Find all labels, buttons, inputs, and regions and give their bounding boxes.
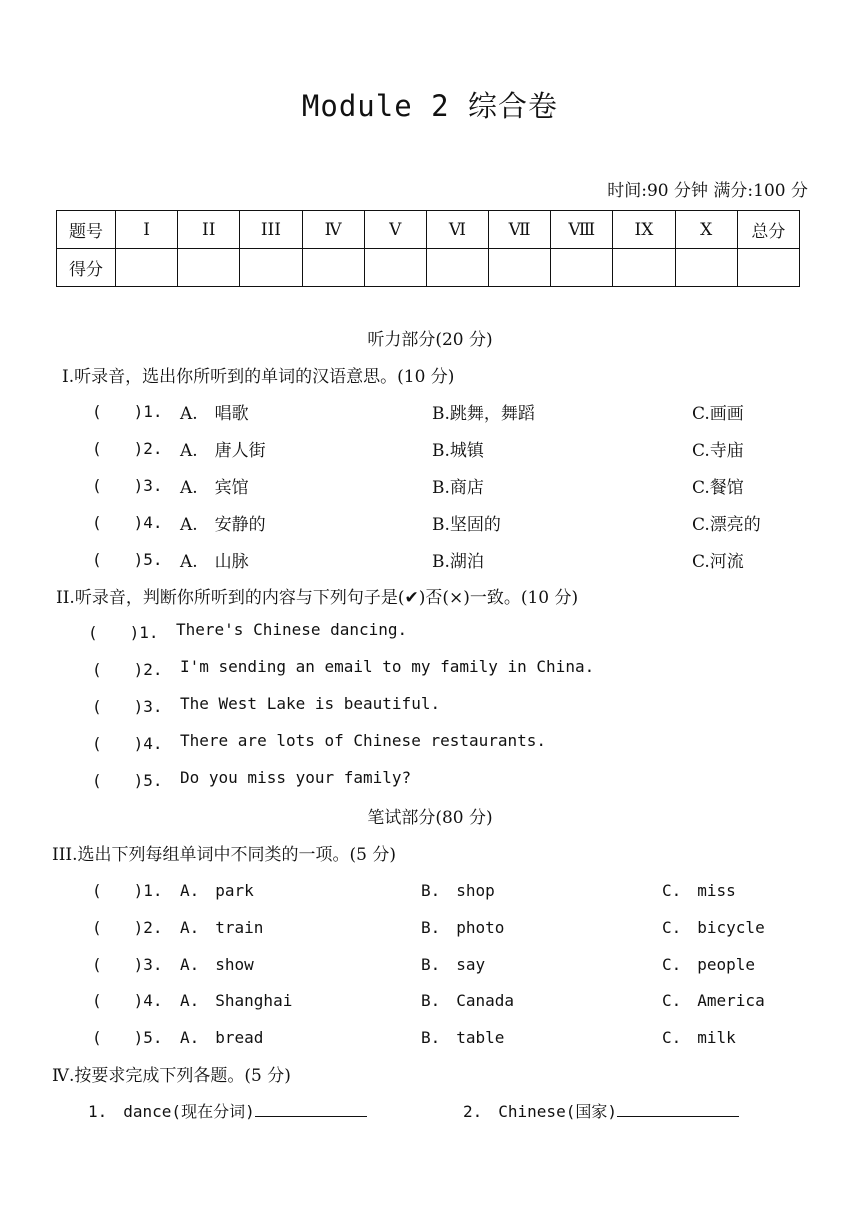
score-input-cell[interactable] — [178, 249, 240, 287]
q3-item — [0, 878, 860, 904]
option-b: B.湖泊 — [432, 552, 484, 572]
score-header-cell: I — [116, 211, 178, 249]
score-header-cell: Ⅷ — [551, 211, 613, 249]
answer-blank[interactable]: ( )2. — [92, 918, 163, 937]
option-a: A. 唐人街 — [180, 441, 266, 461]
q3-item — [0, 915, 860, 941]
answer-blank[interactable]: ( )2. — [92, 660, 163, 679]
q1-item — [0, 436, 860, 462]
option-a: A. Shanghai — [180, 991, 293, 1010]
option-b: B.跳舞，舞蹈 — [432, 404, 535, 424]
sentence-text: The West Lake is beautiful. — [180, 694, 441, 713]
q4-item-text: 2. Chinese(国家) — [463, 1102, 617, 1121]
q1-item — [0, 399, 860, 425]
option-a: A. train — [180, 918, 264, 937]
option-c: C.画画 — [692, 404, 744, 424]
score-header-cell: Ⅶ — [489, 211, 551, 249]
option-a: A. bread — [180, 1028, 264, 1047]
score-table — [56, 210, 800, 287]
answer-blank[interactable]: ( )3. — [92, 697, 163, 716]
option-c: C. milk — [662, 1028, 736, 1047]
score-header-cell: Ⅵ — [426, 211, 488, 249]
q3-item — [0, 988, 860, 1014]
listening-section-heading: 听力部分(20 分) — [367, 330, 493, 350]
sentence-text: There are lots of Chinese restaurants. — [180, 731, 547, 750]
option-c: C.寺庙 — [692, 441, 744, 461]
answer-line[interactable] — [617, 1098, 739, 1117]
option-b: B.城镇 — [432, 441, 484, 461]
answer-blank[interactable]: ( )5. — [92, 1028, 163, 1047]
score-header-cell: X — [675, 211, 737, 249]
answer-blank[interactable]: ( )4. — [92, 734, 163, 753]
score-header-cell: 总分 — [737, 211, 799, 249]
q3-item — [0, 952, 860, 978]
sentence-text: I'm sending an email to my family in China. — [180, 657, 595, 676]
score-header-cell: Ⅳ — [302, 211, 364, 249]
answer-blank[interactable]: ( )1. — [88, 623, 159, 642]
sentence-text: Do you miss your family? — [180, 768, 412, 787]
score-header-cell: V — [364, 211, 426, 249]
q1-item — [0, 510, 860, 536]
score-input-cell[interactable] — [426, 249, 488, 287]
score-input-cell[interactable] — [551, 249, 613, 287]
option-a: A. 宾馆 — [180, 478, 249, 498]
answer-line[interactable] — [255, 1098, 367, 1117]
answer-blank[interactable]: ( )1. — [92, 402, 163, 421]
answer-blank[interactable]: ( )4. — [92, 513, 163, 532]
option-b: B.商店 — [432, 478, 484, 498]
q2-item — [0, 657, 860, 683]
answer-blank[interactable]: ( )3. — [92, 955, 163, 974]
score-input-cell[interactable] — [613, 249, 675, 287]
option-a: A. 唱歌 — [180, 404, 249, 424]
q2-item — [0, 731, 860, 757]
q2-item — [0, 768, 860, 794]
score-input-cell[interactable] — [675, 249, 737, 287]
q4-item — [0, 1098, 860, 1124]
time-info: 时间:90 分钟 满分:100 分 — [607, 181, 808, 201]
option-c: C.漂亮的 — [692, 515, 761, 535]
sentence-text: There's Chinese dancing. — [176, 620, 408, 639]
option-b: B. say — [421, 955, 486, 974]
q3-item — [0, 1025, 860, 1051]
option-a: A. park — [180, 881, 254, 900]
q4-item-1 — [88, 1098, 367, 1122]
score-header-cell: II — [178, 211, 240, 249]
option-b: B. Canada — [421, 991, 515, 1010]
q4-heading: Ⅳ.按要求完成下列各题。(5 分) — [52, 1066, 291, 1086]
score-input-cell[interactable] — [302, 249, 364, 287]
answer-blank[interactable]: ( )3. — [92, 476, 163, 495]
q1-heading: I.听录音，选出你所听到的单词的汉语意思。(10 分) — [62, 367, 455, 387]
option-b: B. photo — [421, 918, 505, 937]
q1-item — [0, 473, 860, 499]
score-row-label: 得分 — [57, 249, 116, 287]
q4-item-text: 1. dance(现在分词) — [88, 1102, 255, 1121]
score-input-cell[interactable] — [116, 249, 178, 287]
option-c: C.餐馆 — [692, 478, 744, 498]
answer-blank[interactable]: ( )2. — [92, 439, 163, 458]
score-input-row — [57, 249, 800, 287]
option-c: C. America — [662, 991, 765, 1010]
q4-item-2 — [463, 1098, 739, 1122]
option-b: B. table — [421, 1028, 505, 1047]
q2-item — [0, 620, 860, 646]
score-input-cell[interactable] — [364, 249, 426, 287]
answer-blank[interactable]: ( )4. — [92, 991, 163, 1010]
q3-heading: III.选出下列每组单词中不同类的一项。(5 分) — [52, 845, 397, 865]
option-c: C. people — [662, 955, 756, 974]
answer-blank[interactable]: ( )1. — [92, 881, 163, 900]
score-header-cell: IX — [613, 211, 675, 249]
score-input-cell[interactable] — [240, 249, 302, 287]
q2-item — [0, 694, 860, 720]
score-input-cell[interactable] — [737, 249, 799, 287]
q1-item — [0, 547, 860, 573]
score-header-cell: III — [240, 211, 302, 249]
option-c: C. miss — [662, 881, 736, 900]
page-title: Module 2 综合卷 — [301, 89, 559, 123]
option-a: A. 山脉 — [180, 552, 249, 572]
option-c: C. bicycle — [662, 918, 765, 937]
option-b: B. shop — [421, 881, 495, 900]
answer-blank[interactable]: ( )5. — [92, 771, 163, 790]
q2-heading: II.听录音，判断你所听到的内容与下列句子是(✔)否(×)一致。(10 分) — [56, 588, 579, 608]
answer-blank[interactable]: ( )5. — [92, 550, 163, 569]
score-header-cell: 题号 — [57, 211, 116, 249]
option-a: A. show — [180, 955, 254, 974]
score-header-row — [57, 211, 800, 249]
option-c: C.河流 — [692, 552, 744, 572]
score-input-cell[interactable] — [489, 249, 551, 287]
writing-section-heading: 笔试部分(80 分) — [367, 808, 493, 828]
option-a: A. 安静的 — [180, 515, 266, 535]
option-b: B.坚固的 — [432, 515, 501, 535]
